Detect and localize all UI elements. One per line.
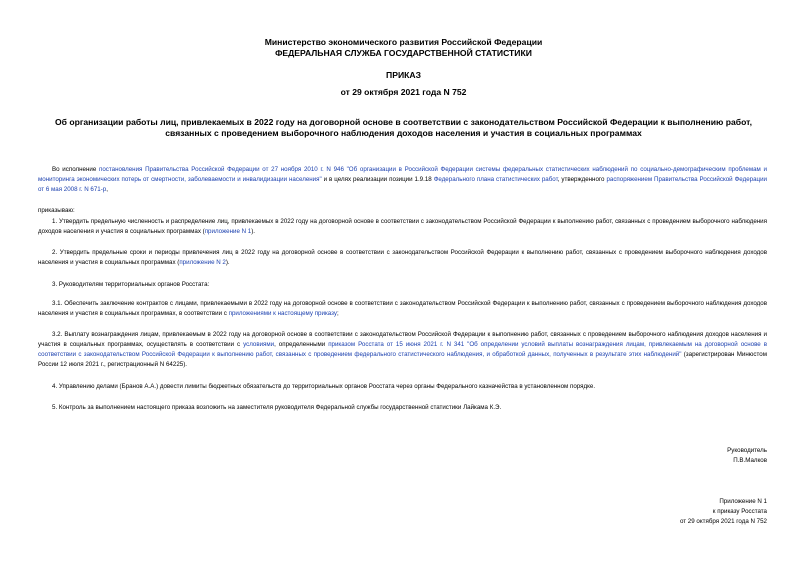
item-1-end: ). bbox=[251, 228, 256, 235]
item-3-1-end: ; bbox=[337, 310, 339, 317]
signature-block bbox=[727, 446, 767, 466]
document-date-number: от 29 октября 2021 года N 752 bbox=[340, 87, 467, 97]
item-2-end: ). bbox=[225, 259, 230, 266]
ministry-heading: Министерство экономического развития Российской Федерации bbox=[264, 37, 543, 47]
item-1 bbox=[38, 217, 767, 237]
appendix-header bbox=[680, 497, 767, 527]
item-5-text: 5. Контроль за выполнением настоящего приказа возложить на заместителя руководителя Федеральной службы государственной статистики Лайкама К.Э. bbox=[52, 404, 502, 411]
preamble-text-4: , bbox=[106, 186, 108, 193]
link-appendix-2[interactable]: приложение N 2 bbox=[179, 259, 226, 266]
item-2 bbox=[38, 248, 767, 268]
item-3 bbox=[38, 280, 767, 290]
item-3-text: 3. Руководителям территориальных органов Росстата: bbox=[52, 281, 210, 288]
link-government-order-671r[interactable]: распоряжением Правительства Российской Федерации от 6 мая 2008 г. N 671-р bbox=[38, 176, 767, 193]
appendix-line-1: Приложение N 1 bbox=[719, 498, 767, 505]
item-1-text: 1. Утвердить предельную численность и распределение лиц, привлекаемых в 2022 году на договорной основе в соответствии с законодательством Российской Федерации к выполнению работ, связанных с проведением выборочного наблюдения доходов населения и участия в социальных программах ( bbox=[38, 218, 767, 235]
item-2-text: 2. Утвердить предельные сроки и периоды привлечения лиц в 2022 году на договорной основе в соответствии с законодательством Российской Федерации к выполнению работ, связанных с проведением выборочного наблюдения доходов населения и участия в социальных программах ( bbox=[38, 249, 767, 266]
document-type: ПРИКАЗ bbox=[386, 70, 421, 80]
item-3-2 bbox=[38, 330, 767, 370]
link-federal-statistics-plan[interactable]: Федерального плана статистических работ bbox=[433, 176, 558, 183]
link-conditions[interactable]: условиями bbox=[243, 341, 275, 348]
service-heading: ФЕДЕРАЛЬНАЯ СЛУЖБА ГОСУДАРСТВЕННОЙ СТАТИСТИКИ bbox=[275, 48, 532, 58]
appendix-line-2: к приказу Росстата bbox=[712, 508, 767, 515]
document-title: Об организации работы лиц, привлекаемых в 2022 году на договорной основе в соответствии с законодательством Российской Федерации к выполнению работ, связанных с проведением выборочного наблюдения доходов населения и участия в социальных программах bbox=[54, 117, 753, 138]
link-appendix-1[interactable]: приложение N 1 bbox=[204, 228, 252, 235]
signature-position: Руководитель bbox=[727, 447, 767, 454]
item-3-2-end: (зарегистрирован Минюстом России 12 июля 2021 г., регистрационный N 64225). bbox=[38, 351, 767, 368]
link-rosstat-order-341[interactable]: приказом Росстата от 15 июня 2021 г. N 341 "Об определении условий выплаты вознаграждения лицам, привлекаемым на договорной основе в соответствии с законодательством Российской Федерации к выполнению работ, связанных с проведением федерального статистического наблюдения, и обработкой данных, полученных в результате этих наблюдений" bbox=[38, 341, 767, 358]
link-appendices-to-order[interactable]: приложениями к настоящему приказу bbox=[228, 310, 338, 317]
preamble-text-2: и в целях реализации позиции 1.9.18 bbox=[321, 176, 434, 183]
item-5 bbox=[38, 403, 767, 413]
order-word: приказываю: bbox=[38, 207, 75, 214]
signature-name: П.В.Малков bbox=[733, 457, 767, 464]
item-3-2-text: 3.2. Выплату вознаграждения лицам, привлекаемым в 2022 году на договорной основе в соответствии с законодательством Российской Федерации к выполнению работ, связанных с проведением выборочного наблюдения доходов населения и участия в социальных программах, осуществлять в соответствии с bbox=[38, 331, 767, 348]
item-3-2-mid: , определенными bbox=[274, 341, 329, 348]
link-government-decree-946[interactable]: постановления Правительства Российской Федерации от 27 ноября 2010 г. N 946 "Об организации в Российской Федерации системы федеральных статистических наблюдений по социально-демографическим проблемам и мониторинга экономических потерь от смертности, заболеваемости и инвалидизации населения" bbox=[38, 166, 767, 183]
item-3-1-text: 3.1. Обеспечить заключение контрактов с лицами, привлекаемыми в 2022 году на договорной основе в соответствии с законодательством Российской Федерации к выполнению работ, связанных с проведением выборочного наблюдения доходов населения и участия в социальных программах, в соответствии с bbox=[38, 300, 767, 317]
preamble-paragraph bbox=[38, 165, 767, 195]
preamble-text-1: Во исполнение bbox=[52, 166, 99, 173]
item-3-1 bbox=[38, 299, 767, 319]
item-4-text: 4. Управлению делами (Бранов А.А.) довести лимиты бюджетных обязательств до территориальных органов Росстата через органы Федерального казначейства в установленном порядке. bbox=[52, 383, 596, 390]
item-4 bbox=[38, 382, 767, 392]
preamble-text-3: , утвержденного bbox=[557, 176, 607, 183]
appendix-line-3: от 29 октября 2021 года N 752 bbox=[679, 518, 767, 525]
